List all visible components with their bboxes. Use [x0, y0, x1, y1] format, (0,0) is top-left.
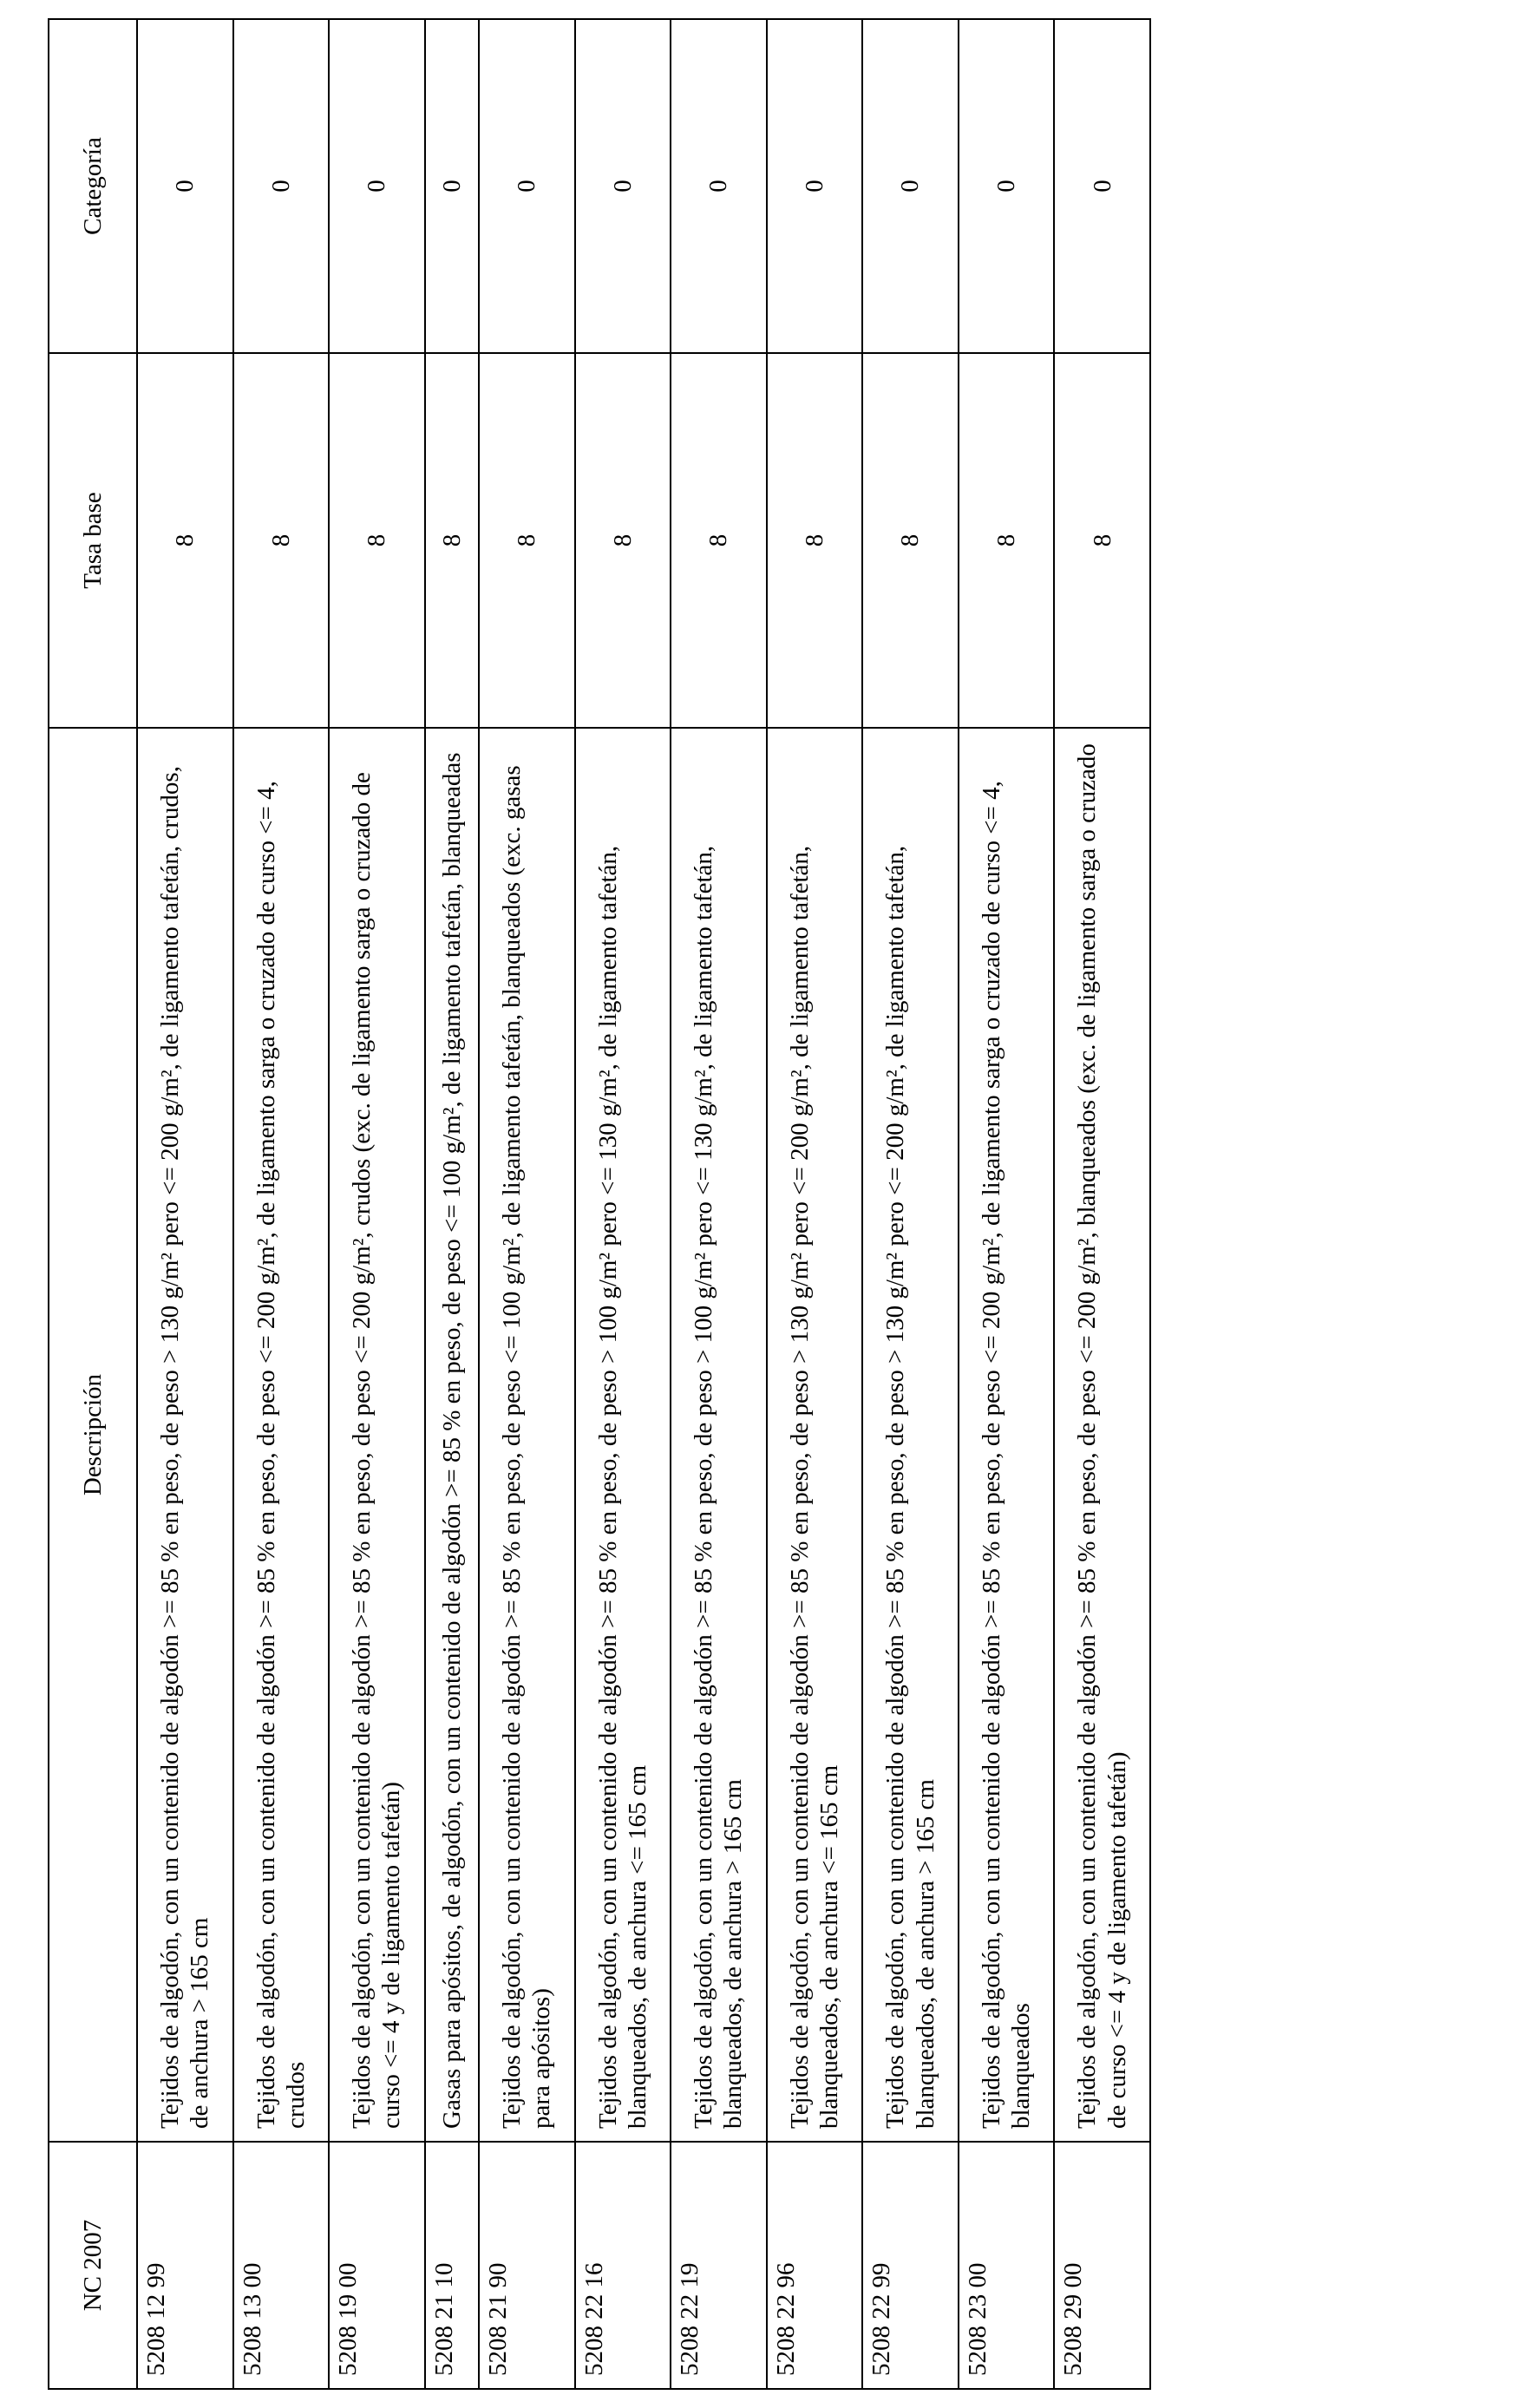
cell-category: 0 [767, 19, 863, 353]
cell-rate: 8 [137, 353, 233, 728]
table-row [479, 19, 575, 2389]
cell-rate: 8 [329, 353, 425, 728]
cell-description: Tejidos de algodón, con un contenido de algodón >= 85 % en peso, de peso <= 200 g/m², de ligamento sarga o cruzado de curso <= 4, blanqueados [959, 728, 1055, 2142]
cell-code: 5208 21 90 [479, 2142, 575, 2389]
cell-category: 0 [233, 19, 330, 353]
table-row [137, 19, 233, 2389]
cell-code: 5208 23 00 [959, 2142, 1055, 2389]
header-category: Categoría [49, 19, 137, 353]
cell-description: Tejidos de algodón, con un contenido de algodón >= 85 % en peso, de peso > 130 g/m² pero <= 200 g/m², de ligamento tafetán, blanqueados, de anchura > 165 cm [862, 728, 959, 2142]
cell-description: Tejidos de algodón, con un contenido de algodón >= 85 % en peso, de peso <= 200 g/m², de ligamento sarga o cruzado de curso <= 4, crudos [233, 728, 330, 2142]
cell-description: Gasas para apósitos, de algodón, con un contenido de algodón >= 85 % en peso, de peso <= 100 g/m², de ligamento tafetán, blanqueadas [425, 728, 479, 2142]
cell-code: 5208 19 00 [329, 2142, 425, 2389]
cell-description: Tejidos de algodón, con un contenido de algodón >= 85 % en peso, de peso > 130 g/m² pero <= 200 g/m², de ligamento tafetán, crudos, de anchura > 165 cm [137, 728, 233, 2142]
table-row [425, 19, 479, 2389]
table-row [862, 19, 959, 2389]
cell-category: 0 [479, 19, 575, 353]
cell-code: 5208 21 10 [425, 2142, 479, 2389]
cell-category: 0 [1054, 19, 1150, 353]
cell-description: Tejidos de algodón, con un contenido de algodón >= 85 % en peso, de peso <= 100 g/m², de ligamento tafetán, blanqueados (exc. gasas para apósitos) [479, 728, 575, 2142]
header-row [49, 19, 137, 2389]
table-row [329, 19, 425, 2389]
cell-code: 5208 22 99 [862, 2142, 959, 2389]
table-row [959, 19, 1055, 2389]
cell-description: Tejidos de algodón, con un contenido de algodón >= 85 % en peso, de peso > 130 g/m² pero <= 200 g/m², de ligamento tafetán, blanqueados, de anchura <= 165 cm [767, 728, 863, 2142]
header-rate: Tasa base [49, 353, 137, 728]
table-row [233, 19, 330, 2389]
cell-description: Tejidos de algodón, con un contenido de algodón >= 85 % en peso, de peso <= 200 g/m², blanqueados (exc. de ligamento sarga o cruzado de curso <= 4 y de ligamento tafetán) [1054, 728, 1150, 2142]
cell-code: 5208 12 99 [137, 2142, 233, 2389]
cell-code: 5208 22 96 [767, 2142, 863, 2389]
cell-rate: 8 [959, 353, 1055, 728]
cell-category: 0 [575, 19, 671, 353]
header-code: NC 2007 [49, 2142, 137, 2389]
cell-rate: 8 [479, 353, 575, 728]
cell-category: 0 [671, 19, 767, 353]
cell-category: 0 [862, 19, 959, 353]
cell-code: 5208 22 16 [575, 2142, 671, 2389]
table-row [767, 19, 863, 2389]
cell-rate: 8 [575, 353, 671, 728]
cell-description: Tejidos de algodón, con un contenido de algodón >= 85 % en peso, de peso > 100 g/m² pero <= 130 g/m², de ligamento tafetán, blanqueados, de anchura > 165 cm [671, 728, 767, 2142]
table-row [671, 19, 767, 2389]
cell-description: Tejidos de algodón, con un contenido de algodón >= 85 % en peso, de peso > 100 g/m² pero <= 130 g/m², de ligamento tafetán, blanqueados, de anchura <= 165 cm [575, 728, 671, 2142]
rotated-page [48, 20, 1151, 2390]
cell-rate: 8 [671, 353, 767, 728]
header-description: Descripción [49, 728, 137, 2142]
cell-code: 5208 22 19 [671, 2142, 767, 2389]
table-row [1054, 19, 1150, 2389]
cell-category: 0 [959, 19, 1055, 353]
cell-rate: 8 [862, 353, 959, 728]
cell-category: 0 [137, 19, 233, 353]
cell-description: Tejidos de algodón, con un contenido de algodón >= 85 % en peso, de peso <= 200 g/m², crudos (exc. de ligamento sarga o cruzado de curso <= 4 y de ligamento tafetán) [329, 728, 425, 2142]
cell-rate: 8 [425, 353, 479, 728]
cell-code: 5208 29 00 [1054, 2142, 1150, 2389]
cell-category: 0 [329, 19, 425, 353]
cell-code: 5208 13 00 [233, 2142, 330, 2389]
table-row [575, 19, 671, 2389]
cell-rate: 8 [767, 353, 863, 728]
cell-rate: 8 [233, 353, 330, 728]
cell-category: 0 [425, 19, 479, 353]
cell-rate: 8 [1054, 353, 1150, 728]
tariff-table [48, 18, 1151, 2390]
